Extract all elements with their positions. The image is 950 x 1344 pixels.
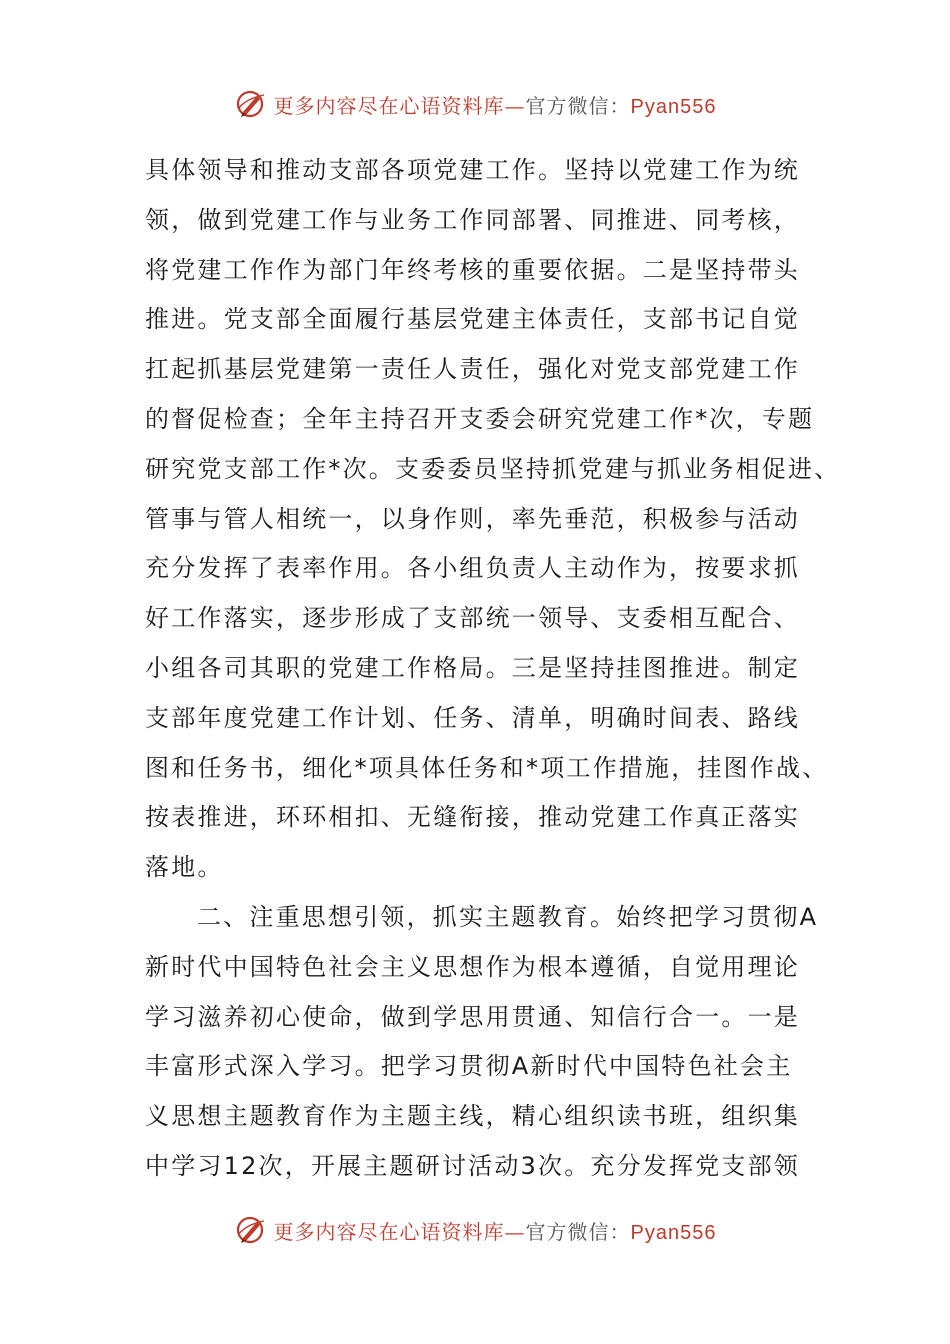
- text-line: 图和任务书，细化*项具体任务和*项工作措施，挂图作战、: [145, 753, 829, 782]
- text-line: 扛起抓基层党建第一责任人责任，强化对党支部党建工作: [145, 355, 800, 384]
- text-line: 落地。: [145, 853, 224, 882]
- brand-text: 更多内容尽在心语资料库—: [273, 93, 526, 118]
- footer-banner-text: [274, 1216, 717, 1245]
- document-body: [145, 146, 845, 1192]
- text-line: 领，做到党建工作与业务工作同部署、同推进、同考核，: [145, 205, 800, 234]
- text-line: 充分发挥了表率作用。各小组负责人主动作为，按要求抓: [145, 554, 800, 583]
- section-heading-line: 二、注重思想引领，抓实主题教育。始终把学习贯彻A: [197, 902, 819, 931]
- footer-banner: [0, 1210, 950, 1250]
- text-line: 中学习12次，开展主题研讨活动3次。充分发挥党支部领: [145, 1151, 801, 1180]
- text-line: 小组各司其职的党建工作格局。三是坚持挂图推进。制定: [145, 653, 800, 682]
- wechat-id: Pyan556: [630, 1221, 717, 1244]
- wechat-label: 官方微信：: [525, 93, 631, 118]
- text-line: 将党建工作作为部门年终考核的重要依据。二是坚持带头: [145, 255, 800, 284]
- text-line: 支部年度党建工作计划、任务、清单，明确时间表、路线: [145, 703, 800, 732]
- text-line: 义思想主题教育作为主题主线，精心组织读书班，组织集: [145, 1102, 800, 1131]
- text-line: 具体领导和推动支部各项党建工作。坚持以党建工作为统: [145, 156, 800, 184]
- text-line: 新时代中国特色社会主义思想作为根本遵循，自觉用理论: [145, 952, 800, 981]
- wechat-id: Pyan556: [630, 95, 717, 118]
- text-line: 好工作落实，逐步形成了支部统一领导、支委相互配合、: [145, 604, 800, 633]
- wechat-label: 官方微信：: [525, 1219, 631, 1244]
- brand-text: 更多内容尽在心语资料库—: [273, 1219, 526, 1244]
- text-line: 的督促检查；全年主持召开支委会研究党建工作*次，专题: [145, 404, 815, 433]
- header-banner: [0, 84, 950, 124]
- text-line: 按表推进，环环相扣、无缝衔接，推动党建工作真正落实: [145, 803, 800, 832]
- pen-logo-icon: [234, 1213, 268, 1247]
- text-line: 研究党支部工作*次。支委委员坚持抓党建与抓业务相促进、: [145, 454, 841, 483]
- pen-logo-icon: [234, 87, 268, 121]
- text-line: 推进。党支部全面履行基层党建主体责任，支部书记自觉: [145, 305, 800, 334]
- text-line: 丰富形式深入学习。把学习贯彻A新时代中国特色社会主: [145, 1052, 793, 1081]
- header-banner-text: [274, 90, 717, 119]
- text-line: 管事与管人相统一，以身作则，率先垂范，积极参与活动: [145, 504, 800, 533]
- text-line: 学习滋养初心使命，做到学思用贯通、知信行合一。一是: [145, 1002, 800, 1031]
